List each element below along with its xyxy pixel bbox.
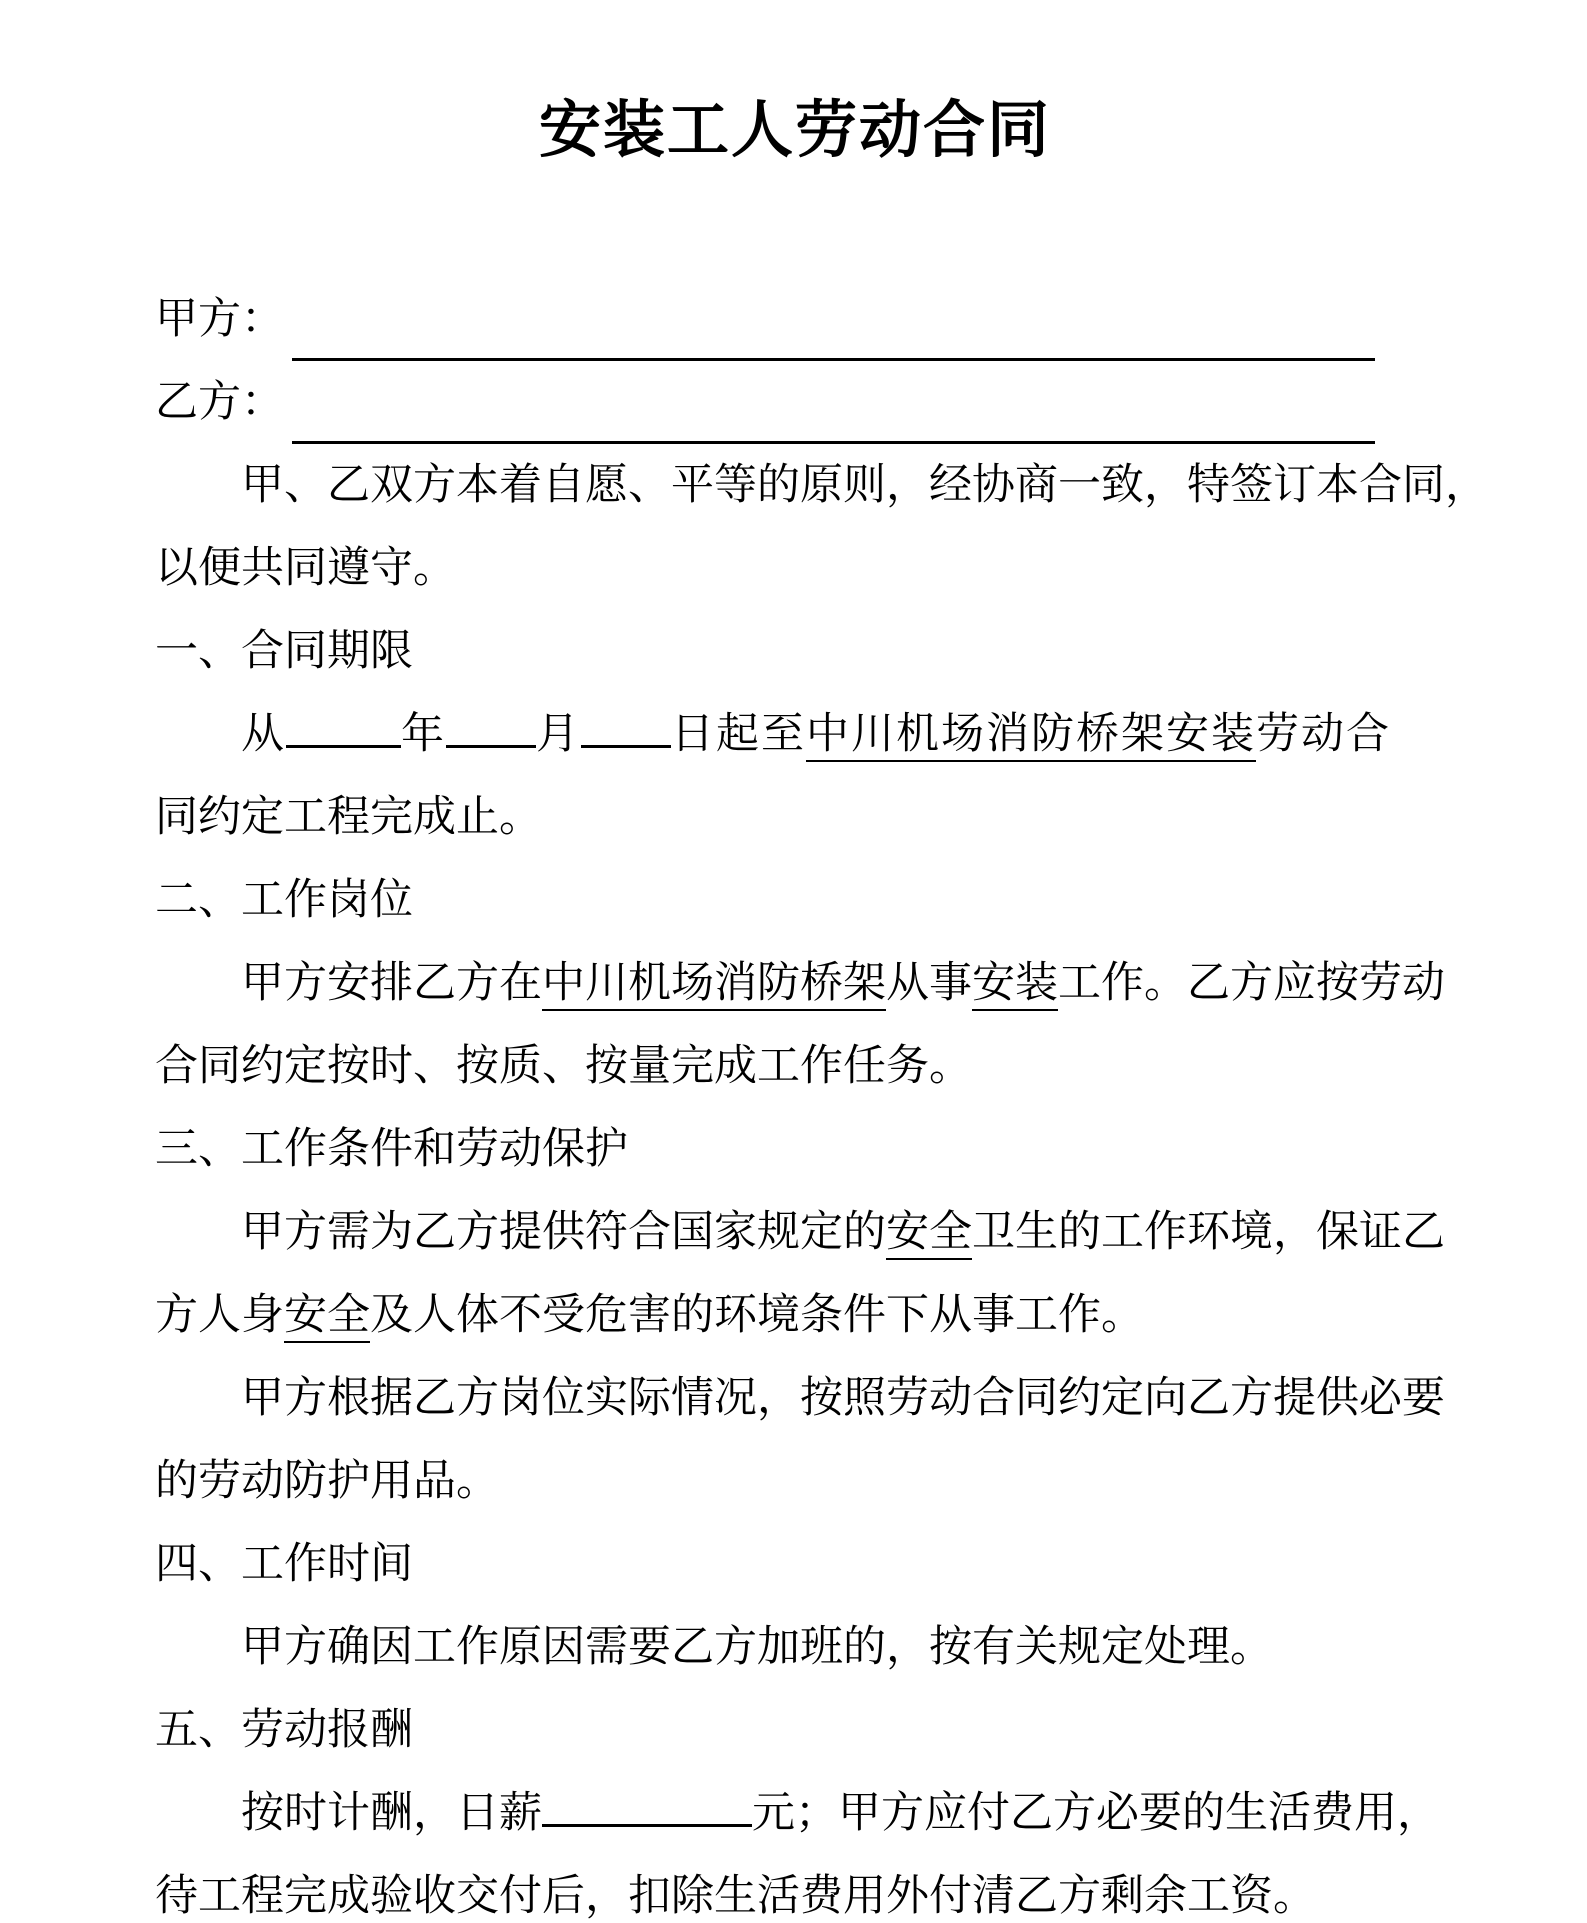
job-type-underlined: 安装 [972, 960, 1058, 1011]
job-line1-pre: 甲方安排乙方在 [241, 960, 542, 1007]
party-a-input-line[interactable] [292, 304, 1375, 361]
section4-heading [155, 1523, 1435, 1606]
document-title: 安装工人劳动合同 [538, 97, 1051, 165]
pay-line1-pre: 按时计酬，日薪 [241, 1790, 542, 1837]
party-a-label: 甲方： [155, 296, 284, 343]
section1-heading [155, 610, 1435, 693]
cond-p1l2-pre: 方人身 [155, 1292, 284, 1339]
job-line-1 [155, 942, 1445, 1025]
section3-heading-text: 三、工作条件和劳动保护 [155, 1126, 628, 1173]
section5-heading-text: 五、劳动报酬 [155, 1707, 413, 1754]
party-b-label: 乙方： [155, 379, 284, 426]
conditions-p1-line-2 [155, 1274, 1435, 1357]
worktime-line-1 [155, 1606, 1435, 1689]
worktime-text: 甲方确因工作原因需要乙方加班的，按有关规定处理。 [241, 1624, 1273, 1671]
party-b-row [155, 361, 1375, 444]
month-blank[interactable] [446, 708, 536, 748]
job-line2-text: 合同约定按时、按质、按量完成工作任务。 [155, 1043, 972, 1090]
daily-wage-blank[interactable] [542, 1787, 752, 1827]
safety-underlined-2: 安全 [284, 1292, 370, 1343]
party-a-row [155, 278, 1375, 361]
term-line2-text: 同约定工程完成止。 [155, 794, 542, 841]
job-line1-post: 工作。乙方应按劳动 [1058, 960, 1445, 1007]
contract-term-line-2 [155, 776, 1435, 859]
job-line1-mid: 从事 [886, 960, 972, 1007]
term-year-label: 年 [401, 711, 446, 758]
document-body [155, 278, 1488, 1923]
project-name-underlined: 中川机场消防桥架安装 [806, 711, 1256, 762]
section5-heading [155, 1689, 1435, 1772]
preamble-text-1: 甲、乙双方本着自愿、平等的原则，经协商一致，特签订本合同， [241, 462, 1488, 509]
conditions-p2-line-2 [155, 1440, 1435, 1523]
section4-heading-text: 四、工作时间 [155, 1541, 413, 1588]
preamble-text-2: 以便共同遵守。 [155, 545, 456, 592]
term-line1-tail: 劳动合 [1256, 711, 1391, 758]
party-b-input-line[interactable] [292, 387, 1375, 444]
cond-p2l2-text: 的劳动防护用品。 [155, 1458, 499, 1505]
pay-line2-text: 待工程完成验收交付后，扣除生活费用外付清乙方剩余工资。 [155, 1873, 1316, 1920]
job-line-2 [155, 1025, 1435, 1108]
site-underlined: 中川机场消防桥架 [542, 960, 886, 1011]
cond-p2l1-text: 甲方根据乙方岗位实际情况，按照劳动合同约定向乙方提供必要 [241, 1375, 1445, 1422]
pay-line1-post: 元；甲方应付乙方必要的生活费用， [752, 1790, 1440, 1837]
preamble-line-1 [155, 444, 1488, 527]
conditions-p1-line-1 [155, 1191, 1445, 1274]
day-blank[interactable] [581, 708, 671, 748]
preamble-line-2 [155, 527, 1435, 610]
pay-line-2 [155, 1855, 1435, 1923]
section1-heading-text: 一、合同期限 [155, 628, 413, 675]
section2-heading-text: 二、工作岗位 [155, 877, 413, 924]
conditions-p2-line-1 [155, 1357, 1445, 1440]
term-from-text: 从 [241, 711, 286, 758]
section2-heading [155, 859, 1435, 942]
safety-underlined-1: 安全 [886, 1209, 972, 1260]
pay-line-1 [155, 1772, 1440, 1855]
contract-term-line-1 [155, 693, 1435, 776]
cond-p1l2-post: 及人体不受危害的环境条件下从事工作。 [370, 1292, 1144, 1339]
cond-p1l1-pre: 甲方需为乙方提供符合国家规定的 [241, 1209, 886, 1256]
section3-heading [155, 1108, 1435, 1191]
term-month-label: 月 [536, 711, 581, 758]
term-day-label: 日起至 [671, 711, 806, 758]
year-blank[interactable] [286, 708, 401, 748]
cond-p1l1-post: 卫生的工作环境，保证乙 [972, 1209, 1445, 1256]
